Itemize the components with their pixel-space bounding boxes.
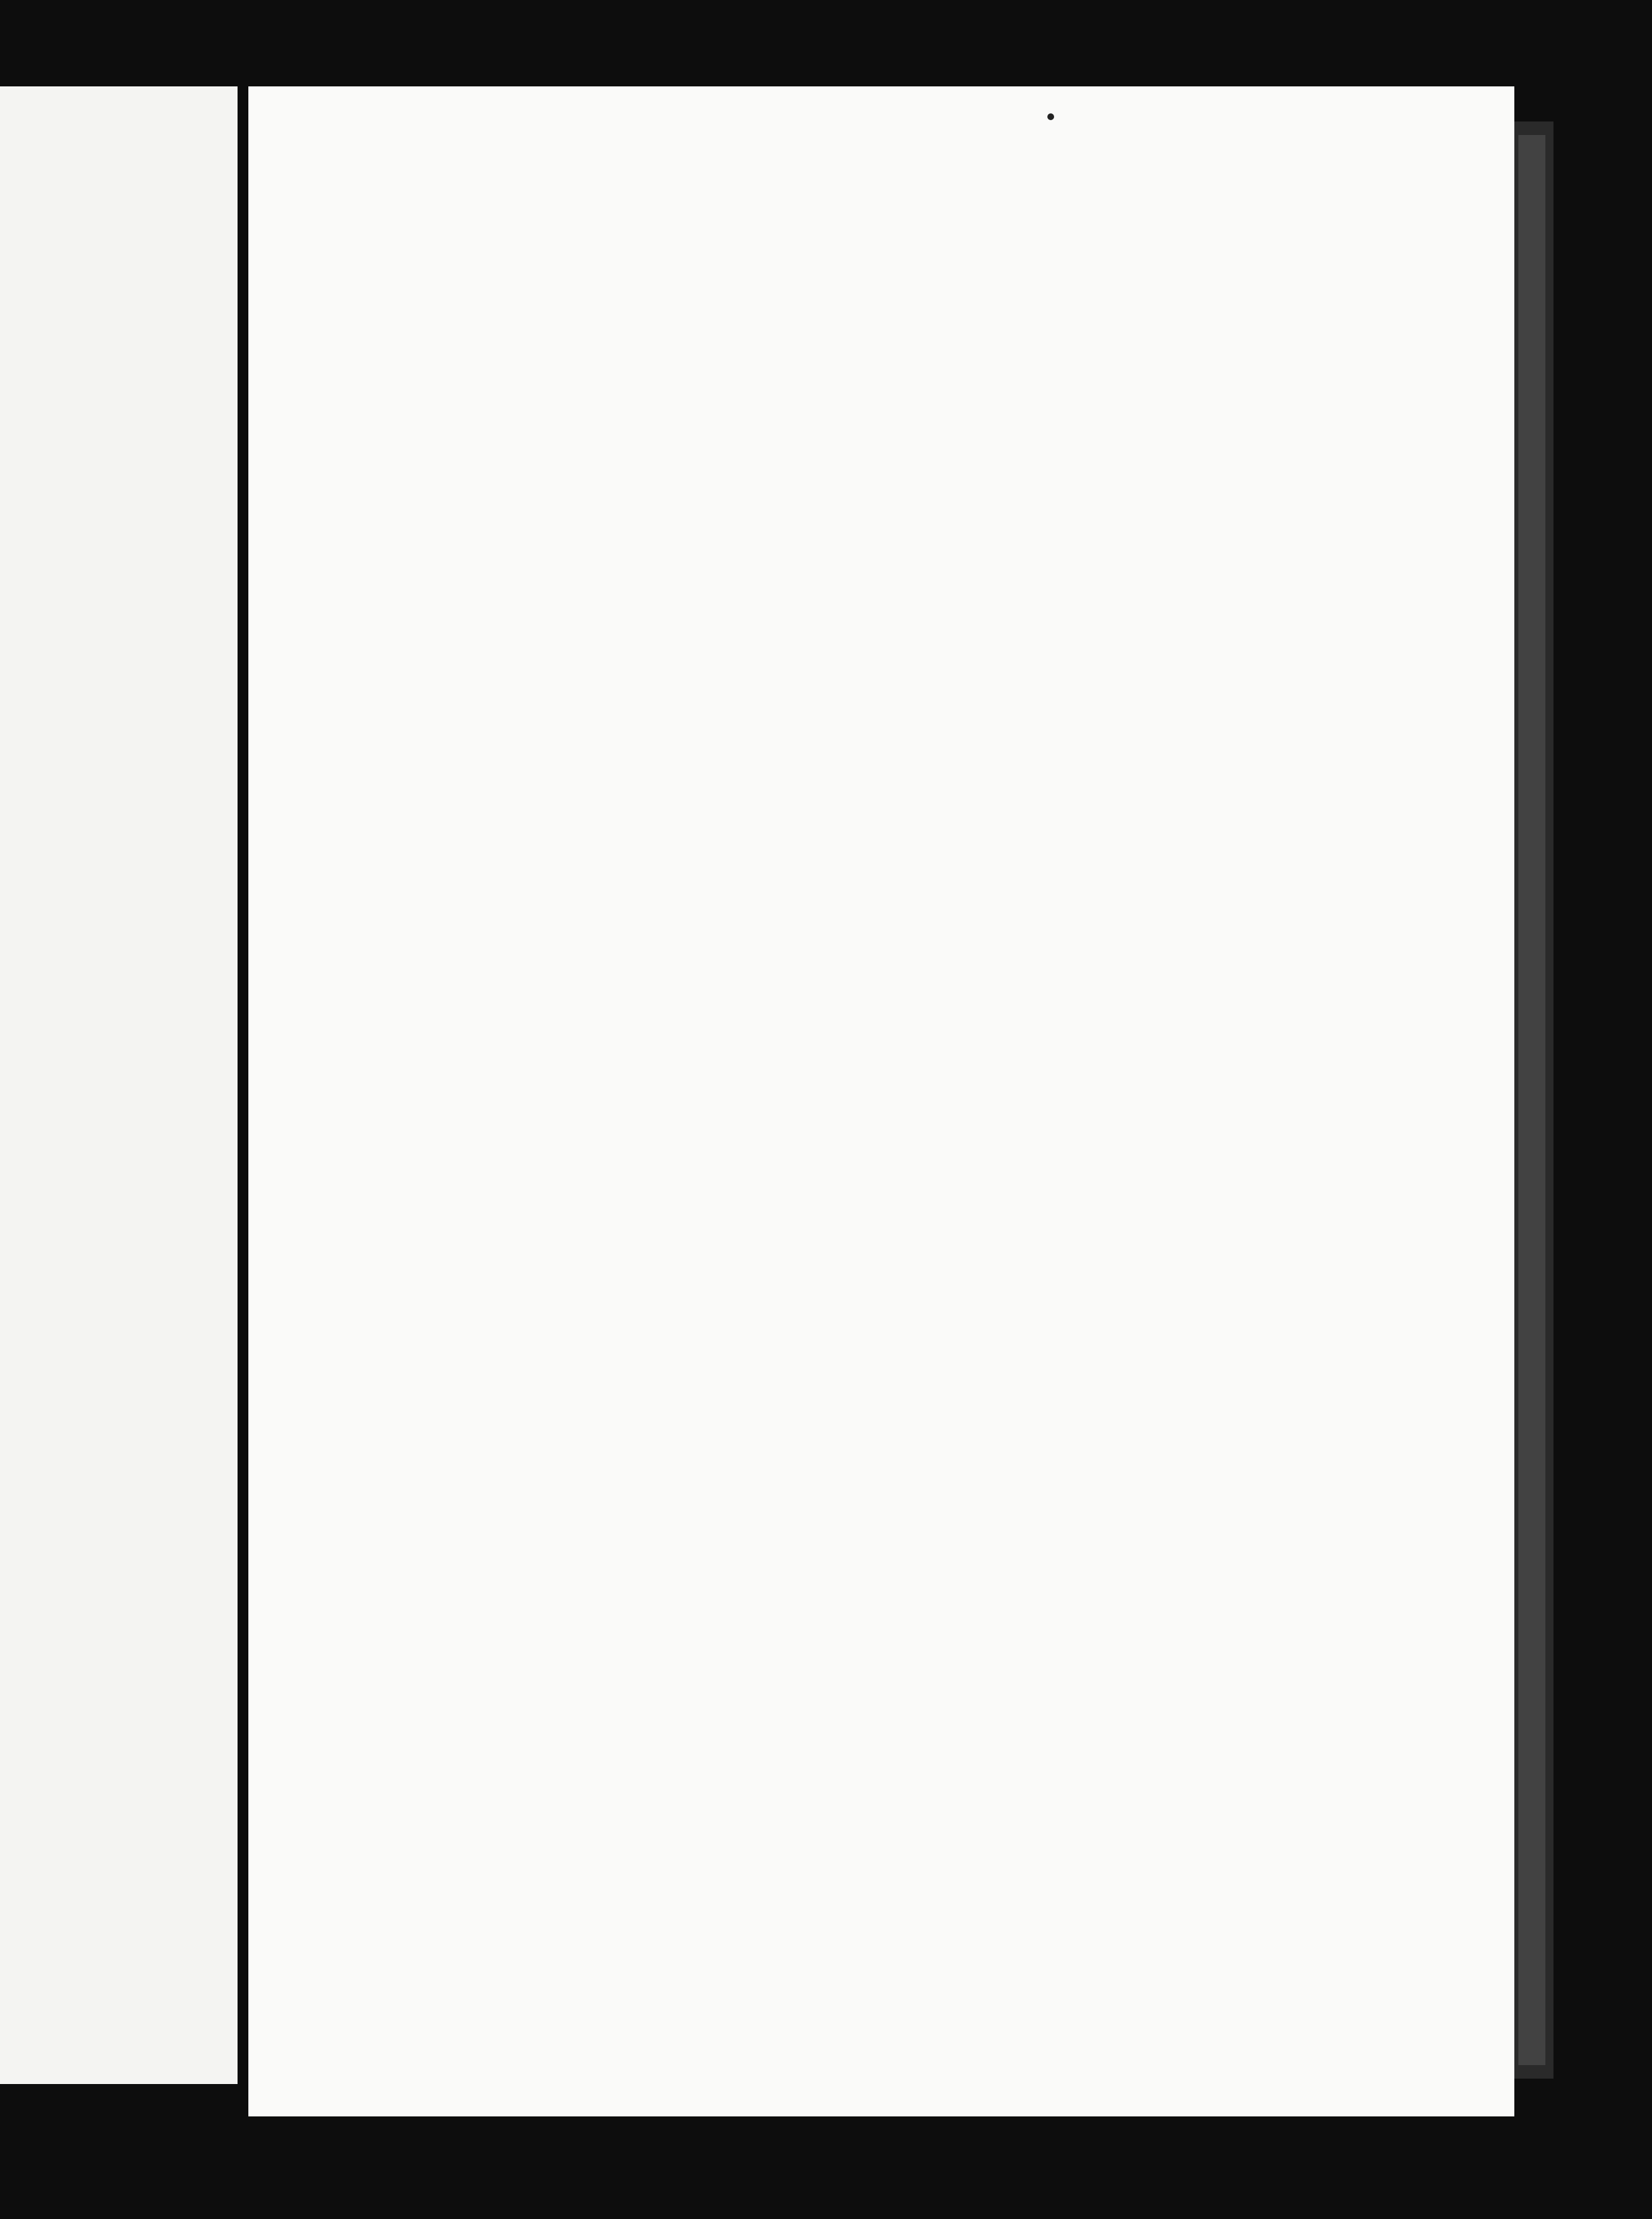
left-facing-page <box>0 86 238 2084</box>
column-headers <box>0 331 1652 371</box>
book-edge-texture <box>1518 135 1545 2065</box>
main-page <box>248 86 1514 2116</box>
ink-speck <box>1047 113 1054 120</box>
